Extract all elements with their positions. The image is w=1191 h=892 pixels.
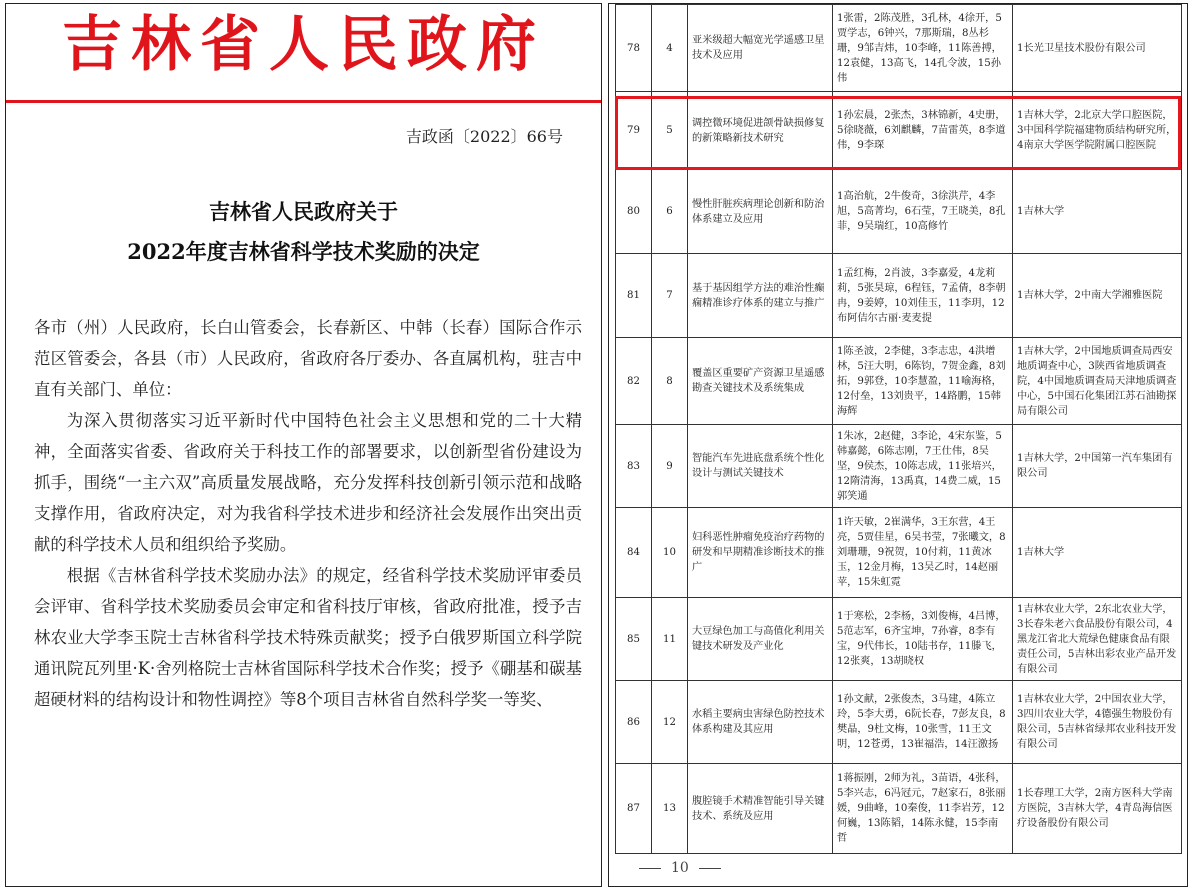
table-row bbox=[616, 764, 1182, 854]
table-row bbox=[616, 92, 1182, 170]
units-cell: 1吉林大学，2中南大学湘雅医院 bbox=[1013, 254, 1182, 338]
row-number: 84 bbox=[616, 508, 652, 598]
contributors-cell: 1孙宏晨，2张杰，3林锦新，4史册，5徐晓薇，6刘麒麟，7苗雷英，8李道伟，9李琛 bbox=[833, 92, 1013, 170]
red-divider-line bbox=[6, 100, 601, 103]
project-name-cell: 智能汽车先进底盘系统个性化设计与测试关键技术 bbox=[688, 425, 833, 508]
row-sequence: 8 bbox=[652, 338, 688, 425]
table-row bbox=[616, 5, 1182, 92]
row-number: 81 bbox=[616, 254, 652, 338]
table-row bbox=[616, 170, 1182, 254]
footer-dash-left bbox=[639, 868, 661, 869]
row-number: 80 bbox=[616, 170, 652, 254]
table-row bbox=[616, 425, 1182, 508]
document-title-line-2: 2022年度吉林省科学技术奖励的决定 bbox=[127, 239, 480, 264]
row-number: 78 bbox=[616, 5, 652, 92]
table-row bbox=[616, 681, 1182, 764]
row-number: 87 bbox=[616, 764, 652, 854]
page-footer bbox=[609, 860, 1187, 876]
row-number: 79 bbox=[616, 92, 652, 170]
row-number: 83 bbox=[616, 425, 652, 508]
units-cell: 1吉林农业大学，2中国农业大学，3四川农业大学，4德强生物股份有限公司，5吉林省绿邦农业科技开发有限公司 bbox=[1013, 681, 1182, 764]
project-name-cell: 调控微环境促进颌骨缺损修复的新策略新技术研究 bbox=[688, 92, 833, 170]
project-name-cell: 亚米级超大幅宽光学遥感卫星技术及应用 bbox=[688, 5, 833, 92]
table-row bbox=[616, 254, 1182, 338]
project-name-cell: 腹腔镜手术精准智能引导关键技术、系统及应用 bbox=[688, 764, 833, 854]
table-row bbox=[616, 598, 1182, 681]
contributors-cell: 1于寒松，2李杨，3刘俊梅，4吕博，5范志军，6齐宝坤，7孙睿，8李有宝，9代伟长，10陆书存，11滕飞，12张爽，13胡晓权 bbox=[833, 598, 1013, 681]
units-cell: 1吉林农业大学，2东北农业大学，3长春朱老六食品股份有限公司，4黑龙江省北大荒绿色健康食品有限责任公司，5吉林出彩农业产品开发有限公司 bbox=[1013, 598, 1182, 681]
project-name-cell: 覆盖区重要矿产资源卫星遥感勘查关键技术及系统集成 bbox=[688, 338, 833, 425]
row-sequence: 9 bbox=[652, 425, 688, 508]
units-cell: 1吉林大学，2中国地质调查局西安地质调查中心，3陕西省地质调查院，4中国地质调查局天津地质调查中心，5中国石化集团江苏石油勘探局有限公司 bbox=[1013, 338, 1182, 425]
row-number: 85 bbox=[616, 598, 652, 681]
contributors-cell: 1朱冰，2赵健，3李论，4宋东鉴，5韩嘉懿，6陈志刚，7王仕伟，8吴坚，9侯杰，10陈志成，11张培兴，12隋清海，13禹真，14费二威，15郭笑通 bbox=[833, 425, 1013, 508]
row-sequence: 12 bbox=[652, 681, 688, 764]
units-cell: 1长光卫星技术股份有限公司 bbox=[1013, 5, 1182, 92]
project-name-cell: 大豆绿色加工与高值化利用关键技术研发及产业化 bbox=[688, 598, 833, 681]
table-row bbox=[616, 508, 1182, 598]
document-title-line-1: 吉林省人民政府关于 bbox=[209, 199, 398, 224]
project-name-cell: 基于基因组学方法的难治性癫痫精准诊疗体系的建立与推广 bbox=[688, 254, 833, 338]
row-sequence: 13 bbox=[652, 764, 688, 854]
contributors-cell: 1蒋振刚，2师为礼，3苗语，4张科，5李兴志，6冯冠元，7赵家石，8张丽媛，9曲峰，10秦俊，11李岩芳，12何巍，13陈韬，14陈永健，15李南哲 bbox=[833, 764, 1013, 854]
contributors-cell: 1陈圣波，2李健，3李志忠，4洪增林，5汪大明，6陈钧，7贺金鑫，8刘拓，9郭登，10李慧盈，11喻海格，12付垒，13刘贵平，14路鹏，15韩海辉 bbox=[833, 338, 1013, 425]
units-cell: 1吉林大学，2中国第一汽车集团有限公司 bbox=[1013, 425, 1182, 508]
body-paragraph-2: 根据《吉林省科学技术奖励办法》的规定，经省科学技术奖励评审委员会评审、省科学技术奖励委员会审定和省科技厅审核，省政府批准，授予吉林农业大学李玉院士吉林省科学技术特殊贡献奖；授予白俄罗斯国立科学院通讯院瓦列里·K·舍列格院士吉林省国际科学技术合作奖；授予《硼基和碳基超硬材料的结构设计和物性调控》等8个项目吉林省自然科学奖一等奖、 bbox=[34, 566, 582, 709]
award-table bbox=[615, 4, 1182, 854]
row-sequence: 10 bbox=[652, 508, 688, 598]
document-number: 吉政函〔2022〕66号 bbox=[405, 127, 563, 146]
units-cell: 1长春理工大学，2南方医科大学南方医院，3吉林大学，4青岛海信医疗设备股份有限公司 bbox=[1013, 764, 1182, 854]
contributors-cell: 1许天敏，2崔满华，3王东营，4王亮，5贾佳星，6吴书莹，7张曦文，8刘珊珊，9祝贺，10付莉，11黄冰玉，12金月梅，13吴乙时，14赵丽苹，15朱虹霓 bbox=[833, 508, 1013, 598]
row-sequence: 7 bbox=[652, 254, 688, 338]
units-cell: 1吉林大学 bbox=[1013, 170, 1182, 254]
document-body bbox=[34, 312, 582, 715]
contributors-cell: 1孟红梅，2肖波，3李嘉爱，4龙莉莉，5张昊琼，6程钰，7孟倩，8李朝冉，9姜婷，10刘佳玉，11李玥，12布阿佶尔古丽·麦麦提 bbox=[833, 254, 1013, 338]
row-number: 86 bbox=[616, 681, 652, 764]
addressee-paragraph: 各市（州）人民政府，长白山管委会，长春新区、中韩（长春）国际合作示范区管委会，各县（市）人民政府，省政府各厅委办、各直属机构，驻吉中直有关部门、单位： bbox=[34, 318, 582, 399]
award-table-wrapper bbox=[615, 4, 1181, 854]
contributors-cell: 1孙文献，2张俊杰，3马建，4陈立玲，5李大勇，6阮长春，7彭友良，8樊晶，9杜文梅，10张雪，11王文明，12苍勇，13崔福浩，14汪激扬 bbox=[833, 681, 1013, 764]
right-table-page bbox=[608, 3, 1188, 887]
row-sequence: 4 bbox=[652, 5, 688, 92]
left-document-page bbox=[5, 3, 602, 887]
row-sequence: 6 bbox=[652, 170, 688, 254]
row-sequence: 5 bbox=[652, 92, 688, 170]
page-number: 10 bbox=[671, 860, 689, 876]
footer-dash-right bbox=[699, 868, 721, 869]
project-name-cell: 水稻主要病虫害绿色防控技术体系构建及其应用 bbox=[688, 681, 833, 764]
project-name-cell: 慢性肝脏疾病理论创新和防治体系建立及应用 bbox=[688, 170, 833, 254]
units-cell: 1吉林大学 bbox=[1013, 508, 1182, 598]
row-sequence: 11 bbox=[652, 598, 688, 681]
body-paragraph-1: 为深入贯彻落实习近平新时代中国特色社会主义思想和党的二十大精神，全面落实省委、省政府关于科技工作的部署要求，以创新型省份建设为抓手，围绕“一主六双”高质量发展战略，充分发挥科技创新引领示范和战略支撑作用，省政府决定，对为我省科学技术进步和经济社会发展作出突出贡献的科学技术人员和组织给予奖励。 bbox=[34, 411, 582, 554]
project-name-cell: 妇科恶性肿瘤免疫治疗药物的研发和早期精准诊断技术的推广 bbox=[688, 508, 833, 598]
row-number: 82 bbox=[616, 338, 652, 425]
contributors-cell: 1张雷，2陈茂胜，3孔林，4徐开，5贾学志，6钟兴，7那斯瑞，8丛杉珊，9邹吉炜，10李峰，11陈善搏，12袁健，13高飞，14孔令波，15孙伟 bbox=[833, 5, 1013, 92]
table-row bbox=[616, 338, 1182, 425]
government-header: 吉林省人民政府 bbox=[62, 10, 545, 80]
contributors-cell: 1高治航，2牛俊奇，3徐洪芹，4李旭，5高菁均，6石莹，7王晓美，8孔菲，9吴瑞红，10高修竹 bbox=[833, 170, 1013, 254]
units-cell: 1吉林大学，2北京大学口腔医院，3中国科学院福建物质结构研究所，4南京大学医学院附属口腔医院 bbox=[1013, 92, 1182, 170]
